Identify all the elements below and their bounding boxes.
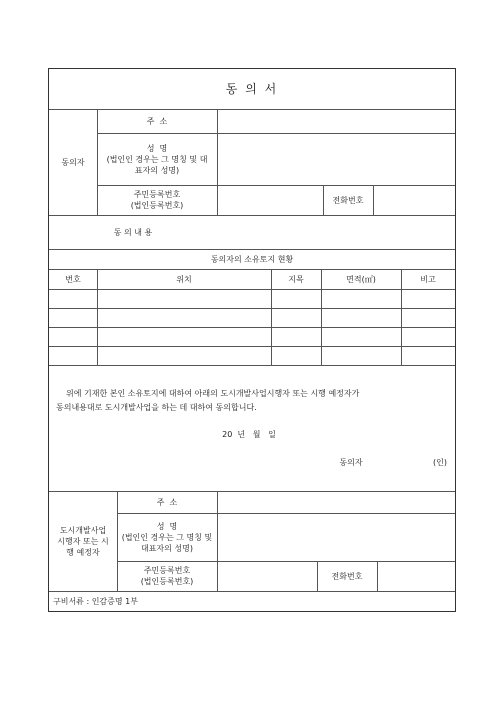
land-cell[interactable] bbox=[97, 289, 271, 308]
land-section-title: 동의자의 소유토지 현황 bbox=[210, 254, 294, 264]
consent-form bbox=[48, 68, 456, 612]
divider bbox=[97, 269, 98, 365]
land-cell[interactable] bbox=[271, 289, 321, 308]
developer-name-title: 성 명 bbox=[156, 521, 178, 531]
consenter-name-note: (법인인 경우는 그 명칭 및 대표자의 성명) bbox=[106, 154, 208, 175]
developer-phone-label: 전화번호 bbox=[331, 571, 363, 581]
developer-address-label: 주 소 bbox=[156, 497, 178, 507]
consenter-address-field[interactable] bbox=[217, 109, 455, 133]
consenter-phone-label: 전화번호 bbox=[332, 195, 364, 205]
signer-label: 동의자 bbox=[339, 457, 363, 467]
land-cell[interactable] bbox=[49, 346, 97, 365]
developer-id-title: 주민등록번호 bbox=[143, 566, 191, 575]
land-cell[interactable] bbox=[49, 327, 97, 346]
land-header-3: 면적(㎡) bbox=[346, 274, 376, 284]
divider bbox=[49, 365, 455, 366]
land-cell[interactable] bbox=[97, 346, 271, 365]
developer-address-field[interactable] bbox=[217, 491, 455, 513]
developer-section-label: 도시개발사업 시행자 또는 시행 예정자 bbox=[57, 525, 109, 557]
developer-phone-field[interactable] bbox=[377, 561, 455, 591]
seal-mark: (인) bbox=[433, 457, 447, 467]
land-header-2: 지목 bbox=[288, 274, 304, 284]
developer-id-field[interactable] bbox=[217, 561, 317, 591]
developer-name-field[interactable] bbox=[217, 513, 455, 561]
consent-content-label: 동 의 내 용 bbox=[113, 227, 153, 237]
consent-statement-line1: 위에 기재한 본인 소유토지에 대하여 아래의 도시개발사업시행자 또는 시행 예정자가 bbox=[66, 389, 360, 398]
land-cell[interactable] bbox=[271, 308, 321, 327]
land-cell[interactable] bbox=[271, 346, 321, 365]
land-cell[interactable] bbox=[321, 327, 401, 346]
consenter-name-title: 성 명 bbox=[146, 143, 168, 153]
land-cell[interactable] bbox=[271, 327, 321, 346]
divider bbox=[401, 269, 402, 365]
land-header-1: 위치 bbox=[176, 274, 192, 284]
developer-id-label bbox=[117, 561, 217, 591]
form-title: 동 의 서 bbox=[225, 81, 279, 96]
consenter-id-field[interactable] bbox=[217, 185, 323, 215]
land-cell[interactable] bbox=[97, 327, 271, 346]
land-cell[interactable] bbox=[401, 346, 455, 365]
consenter-address-label: 주 소 bbox=[146, 116, 168, 126]
divider bbox=[321, 269, 322, 365]
consenter-name-label bbox=[97, 133, 217, 185]
developer-name-label bbox=[117, 513, 217, 561]
consenter-section-label: 동의자 bbox=[61, 157, 85, 167]
consenter-id-title: 주민등록번호 bbox=[133, 190, 181, 199]
consenter-id-label bbox=[97, 185, 217, 215]
land-header-0: 번호 bbox=[65, 274, 81, 284]
consenter-name-field[interactable] bbox=[217, 133, 455, 185]
land-cell[interactable] bbox=[401, 289, 455, 308]
consent-statement-line2: 동의내용대로 도시개발사업을 하는 데 대하여 동의합니다. bbox=[56, 403, 257, 412]
attachments-note: 구비서류 : 인감증명 1부 bbox=[53, 596, 138, 606]
land-header-4: 비고 bbox=[420, 274, 436, 284]
land-cell[interactable] bbox=[97, 308, 271, 327]
consent-date: 20 년 월 일 bbox=[222, 429, 276, 439]
land-cell[interactable] bbox=[401, 327, 455, 346]
consent-content-field[interactable] bbox=[217, 215, 455, 249]
land-cell[interactable] bbox=[321, 346, 401, 365]
developer-id-note: (법인등록번호) bbox=[140, 577, 194, 586]
divider bbox=[271, 269, 272, 365]
consenter-id-note: (법인등록번호) bbox=[130, 201, 184, 210]
land-cell[interactable] bbox=[49, 308, 97, 327]
land-cell[interactable] bbox=[321, 289, 401, 308]
consenter-phone-field[interactable] bbox=[373, 185, 455, 215]
developer-name-note: (법인인 경우는 그 명칭 및 대표자의 성명) bbox=[121, 532, 213, 553]
land-cell[interactable] bbox=[49, 289, 97, 308]
land-cell[interactable] bbox=[321, 308, 401, 327]
land-cell[interactable] bbox=[401, 308, 455, 327]
